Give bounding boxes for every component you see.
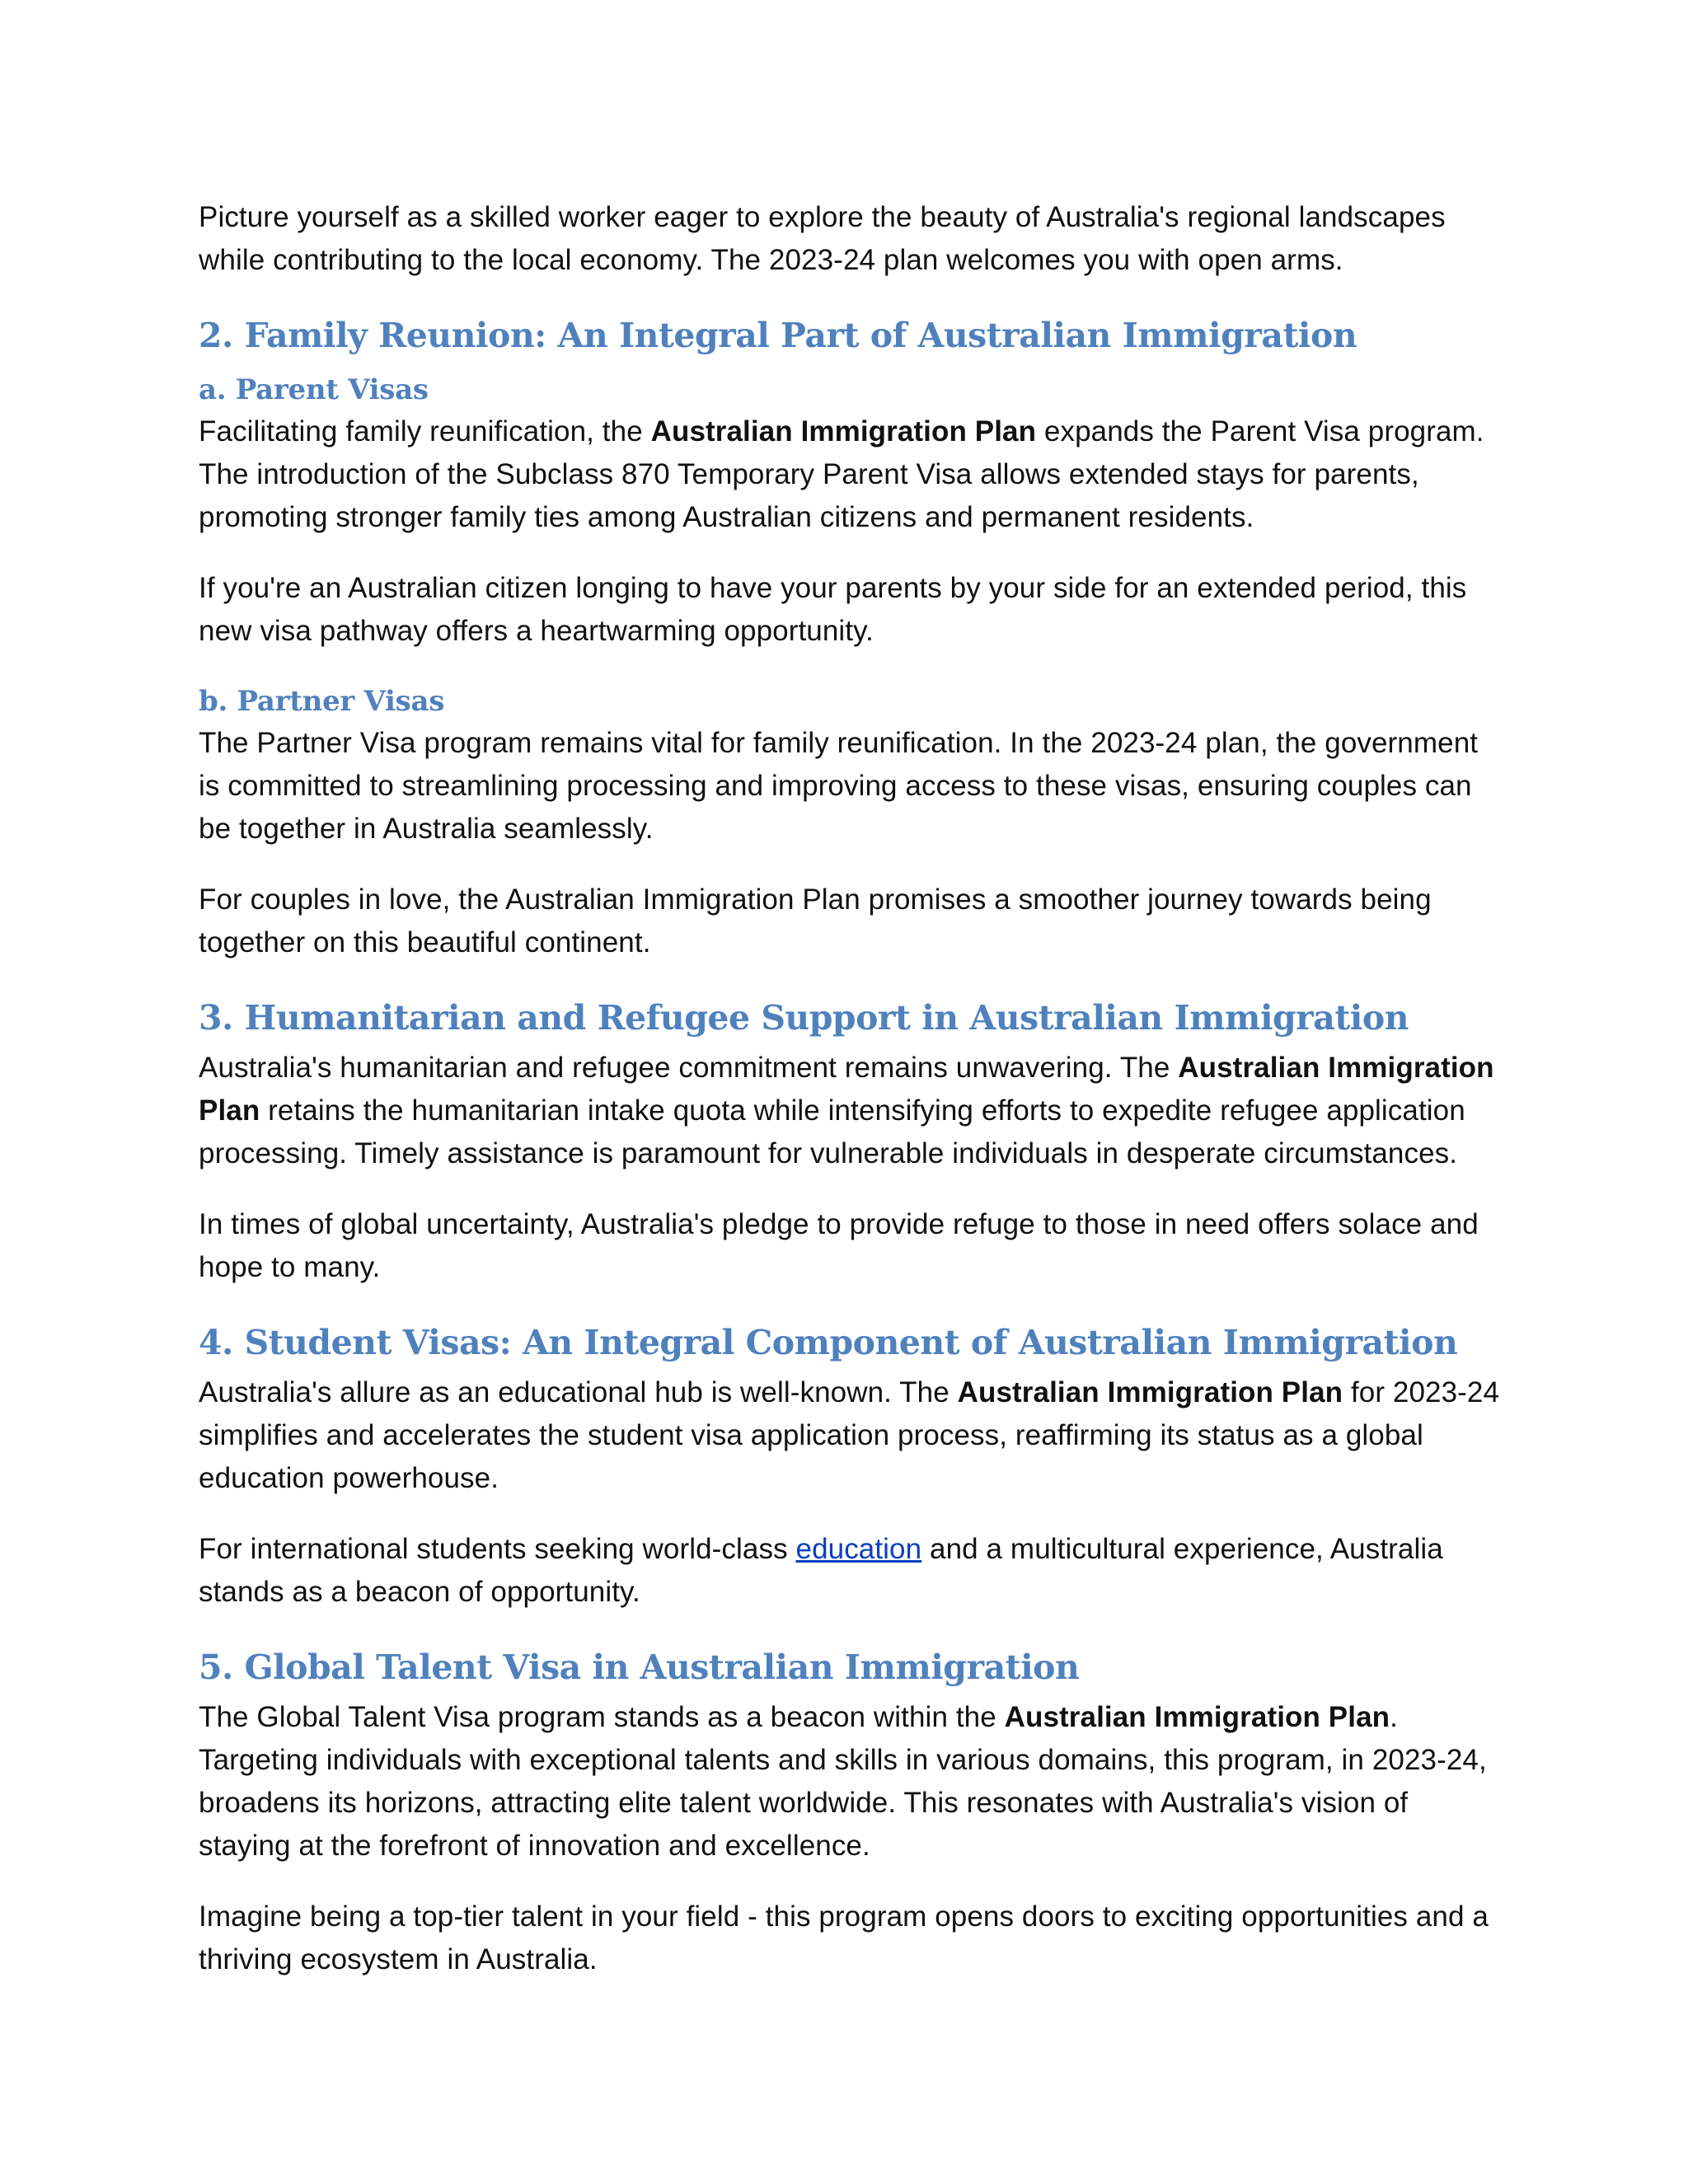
student-visas-paragraph-1: Australia's allure as an educational hub is well-known. The Australian Immigration Plan for 2023-24 simplifies and accelerates the student visa application process, reaffirming its status as a global education powerhouse.	[199, 1376, 1500, 1494]
education-link[interactable]: education	[795, 1533, 922, 1565]
partner-visas-paragraph-2: For couples in love, the Australian Immigration Plan promises a smoother journey towards being together on this beautiful continent.	[199, 883, 1432, 958]
humanitarian-paragraph-2: In times of global uncertainty, Australia's pledge to provide refuge to those in need offers solace and hope to many.	[199, 1208, 1479, 1283]
section-heading-humanitarian: 3. Humanitarian and Refugee Support in Australian Immigration	[199, 998, 1409, 1038]
partner-visas-paragraph-1: The Partner Visa program remains vital for family reunification. In the 2023-24 plan, the government is committed to streamlining processing and improving access to these visas, ensuring couples can be together in Australia seamlessly.	[199, 727, 1479, 845]
student-visas-paragraph-2: For international students seeking world-class education and a multicultural experience, Australia stands as a beacon of opportunity.	[199, 1533, 1443, 1608]
subheading-partner-visas: b. Partner Visas	[199, 685, 445, 718]
humanitarian-paragraph-1: Australia's humanitarian and refugee commitment remains unwavering. The Australian Immigration Plan retains the humanitarian intake quota while intensifying efforts to expedite refugee application processing. Timely assistance is paramount for vulnerable individuals in desperate circumstances.	[199, 1052, 1494, 1169]
section-heading-family-reunion: 2. Family Reunion: An Integral Part of Australian Immigration	[199, 316, 1357, 355]
bold-term: Australian Immigration Plan	[1004, 1701, 1390, 1733]
bold-term: Australian Immigration Plan	[957, 1376, 1343, 1408]
document-body	[199, 196, 1501, 2009]
global-talent-paragraph-1: The Global Talent Visa program stands as a beacon within the Australian Immigration Plan. Targeting individuals with exceptional talents and skills in various domains, this program, in 2023-24, broadens its horizons, attracting elite talent worldwide. This resonates with Australia's vision of staying at the forefront of innovation and excellence.	[199, 1701, 1487, 1862]
subheading-parent-visas: a. Parent Visas	[199, 373, 429, 406]
parent-visas-paragraph-2: If you're an Australian citizen longing to have your parents by your side for an extended period, this new visa pathway offers a heartwarming opportunity.	[199, 572, 1467, 647]
bold-term: Australian Immigration Plan	[199, 1052, 1494, 1127]
section-heading-student-visas: 4. Student Visas: An Integral Component of Australian Immigration	[199, 1323, 1458, 1362]
intro-paragraph: Picture yourself as a skilled worker eager to explore the beauty of Australia's regional landscapes while contributing to the local economy. The 2023-24 plan welcomes you with open arms.	[199, 201, 1446, 276]
section-heading-global-talent: 5. Global Talent Visa in Australian Immigration	[199, 1647, 1080, 1687]
parent-visas-paragraph-1: Facilitating family reunification, the Australian Immigration Plan expands the Parent Visa program. The introduction of the Subclass 870 Temporary Parent Visa allows extended stays for parents, promoting stronger family ties among Australian citizens and permanent residents.	[199, 415, 1484, 533]
global-talent-paragraph-2: Imagine being a top-tier talent in your field - this program opens doors to exciting opportunities and a thriving ecosystem in Australia.	[199, 1900, 1489, 1975]
bold-term: Australian Immigration Plan	[650, 415, 1037, 448]
